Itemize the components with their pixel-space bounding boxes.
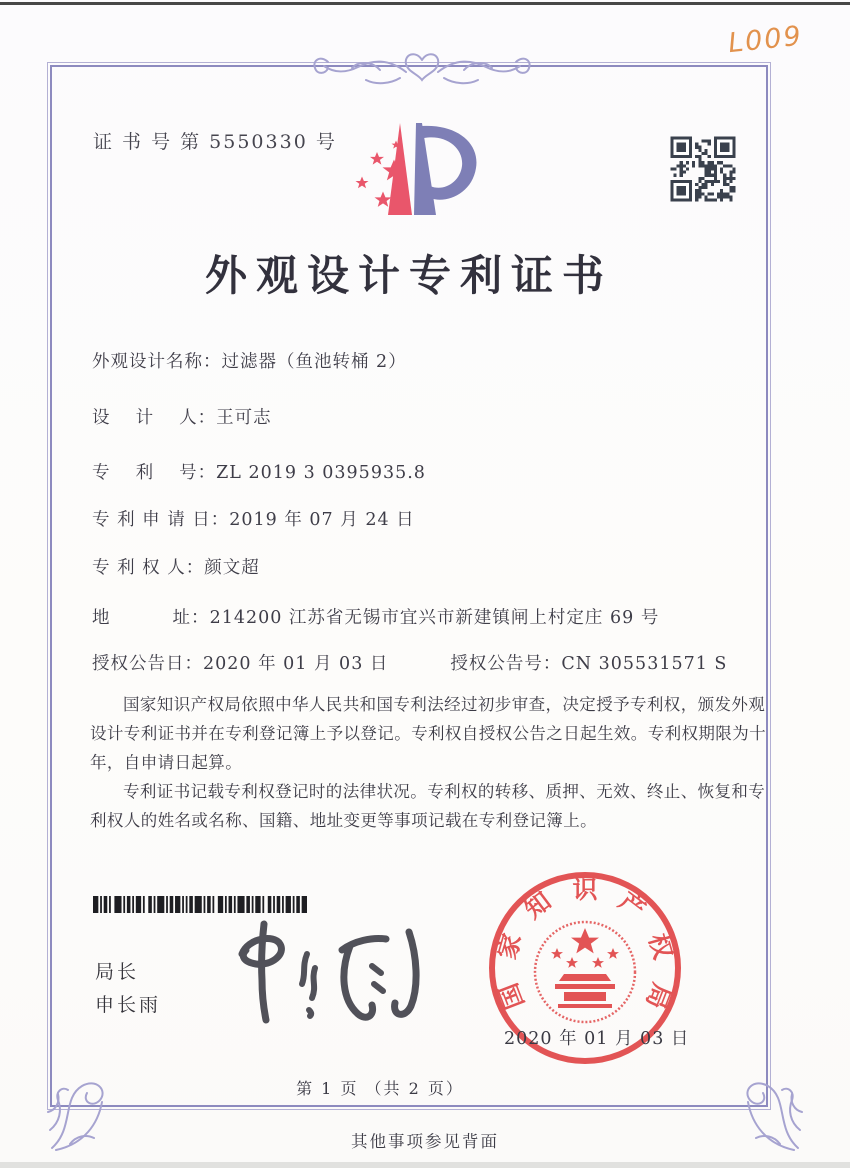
- qr-code: [658, 124, 748, 214]
- field-label: 专 利 权 人：: [92, 558, 205, 578]
- field-label: 专 利 申 请 日：: [92, 510, 230, 530]
- seal-date: 2020 年 01 月 03 日: [504, 1029, 690, 1049]
- grant-no-value: CN 305531571 S: [561, 654, 728, 674]
- field-value: 2019 年 07 月 24 日: [229, 510, 415, 530]
- signatory-name: 申长雨: [95, 994, 162, 1016]
- field-value: 颜文超: [204, 558, 260, 578]
- field-value: ZL 2019 3 0395935.8: [216, 463, 426, 483]
- svg-text:家: 家: [492, 930, 527, 963]
- field-label: 专 利 号：: [92, 463, 217, 483]
- commissioner-signature: [212, 908, 447, 1028]
- page-indicator: 第 1 页 （共 2 页）: [296, 1079, 464, 1098]
- svg-text:局: 局: [640, 979, 677, 1014]
- cnipa-logo: [338, 110, 508, 235]
- svg-text:国: 国: [493, 979, 530, 1014]
- field-value: 过滤器（鱼池转桶 2）: [221, 352, 407, 372]
- svg-text:知: 知: [519, 886, 557, 925]
- grant-date-value: 2020 年 01 月 03 日: [203, 654, 389, 674]
- handwritten-annotation: L009: [726, 20, 805, 60]
- legal-paragraph-2: 专利证书记载专利权登记时的法律状况。专利权的转移、质押、无效、终止、恢复和专利权人的姓名或名称、国籍、地址变更等事项记载在专利登记簿上。: [90, 782, 766, 830]
- field-label: 设 计 人：: [92, 408, 217, 428]
- field-label: 地 址：: [92, 608, 210, 628]
- legal-text-block: [90, 690, 766, 835]
- field-design-name: [92, 348, 782, 373]
- svg-text:识: 识: [572, 875, 598, 904]
- field-application-date: [92, 506, 782, 531]
- seal-national-emblem: [551, 928, 619, 1008]
- signatory-block: [95, 956, 161, 1022]
- field-patent-number: [92, 459, 782, 484]
- field-label: 外观设计名称：: [92, 352, 222, 372]
- scan-bottom-artifact: [0, 1162, 850, 1168]
- footer-note: 其他事项参见背面: [351, 1132, 499, 1151]
- field-value: 214200 江苏省无锡市宜兴市新建镇闸上村定庄 69 号: [209, 608, 660, 628]
- grant-date-label: 授权公告日：: [92, 654, 203, 674]
- scan-edge-line: [0, 2, 850, 5]
- field-designer: [92, 404, 782, 429]
- svg-text:权: 权: [643, 930, 678, 963]
- field-value: 王可志: [216, 408, 272, 428]
- grant-no-label: 授权公告号：: [450, 654, 562, 674]
- field-patentee: [92, 554, 782, 579]
- frame-top-flourish-ornament: [292, 42, 552, 90]
- field-grant-row: [92, 650, 782, 675]
- legal-paragraph-1: 国家知识产权局依照中华人民共和国专利法经过初步审查，决定授予专利权，颁发外观设计专利证书并在专利登记簿上予以登记。专利权自授权公告之日起生效。专利权期限为十年，自申请日起算。: [90, 695, 766, 772]
- signatory-title: 局长: [95, 961, 140, 983]
- certificate-number: 证 书 号 第 5550330 号: [93, 131, 337, 153]
- certificate-title: 外观设计专利证书: [204, 251, 613, 300]
- field-address: [92, 604, 782, 629]
- svg-text:产: 产: [613, 886, 651, 925]
